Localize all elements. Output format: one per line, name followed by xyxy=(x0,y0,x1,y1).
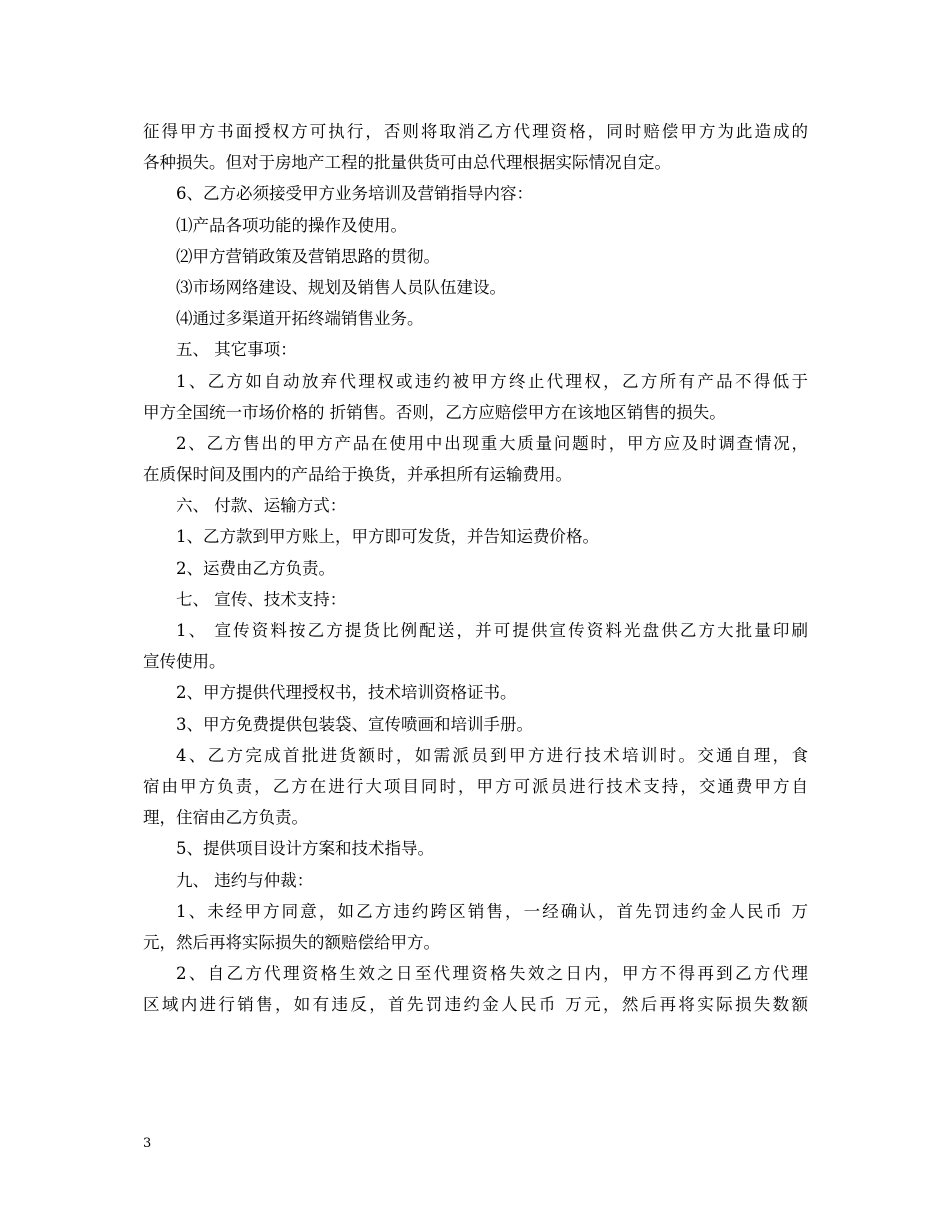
text-line: ⑶市场网络建设、规划及销售人员队伍建设。 xyxy=(176,277,506,297)
text-line: 2、乙方售出的甲方产品在使用中出现重大质量问题时，甲方应及时调查情况， xyxy=(176,433,808,453)
text-line: 区域内进行销售，如有违反，首先罚违约金人民币 万元，然后再将实际损失数额 xyxy=(143,995,808,1015)
text-line: 6、乙方必须接受甲方业务培训及营销指导内容： xyxy=(176,184,533,204)
page-number: 3 xyxy=(143,1136,152,1151)
text-line: 元，然后再将实际损失的额赔偿给甲方。 xyxy=(143,932,440,952)
text-line: 2、运费由乙方负责。 xyxy=(176,558,335,578)
text-line: 九、 违约与仲裁： xyxy=(176,870,314,890)
text-line: 在质保时间及围内的产品给于换货，并承担所有运输费用。 xyxy=(143,465,572,485)
text-line: ⑵甲方营销政策及营销思路的贯彻。 xyxy=(176,246,440,266)
text-line: 1、乙方款到甲方账上，甲方即可发货，并告知运费价格。 xyxy=(176,527,599,547)
text-line: 宿由甲方负责，乙方在进行大项目同时，甲方可派员进行技术支持，交通费甲方自 xyxy=(143,776,808,796)
text-line: 3、甲方免费提供包装袋、宣传喷画和培训手册。 xyxy=(176,714,533,734)
text-line: 宣传使用。 xyxy=(143,652,226,672)
text-line: 理，住宿由乙方负责。 xyxy=(143,808,308,828)
text-line: 1、乙方如自动放弃代理权或违约被甲方终止代理权，乙方所有产品不得低于 xyxy=(176,371,808,391)
text-line: 1、未经甲方同意，如乙方违约跨区销售，一经确认，首先罚违约金人民币 万 xyxy=(176,901,808,921)
text-line: 2、自乙方代理资格生效之日至代理资格失效之日内，甲方不得再到乙方代理 xyxy=(176,964,808,984)
text-line: ⑷通过多渠道开拓终端销售业务。 xyxy=(176,309,424,329)
text-line: 征得甲方书面授权方可执行，否则将取消乙方代理资格，同时赔偿甲方为此造成的 xyxy=(143,122,808,141)
text-line: ⑴产品各项功能的操作及使用。 xyxy=(176,215,407,235)
text-line: 六、 付款、运输方式： xyxy=(176,496,347,516)
text-line: 五、 其它事项： xyxy=(176,340,297,360)
text-line: 1、 宣传资料按乙方提货比例配送，并可提供宣传资料光盘供乙方大批量印刷 xyxy=(176,621,808,640)
text-line: 各种损失。但对于房地产工程的批量供货可由总代理根据实际情况自定。 xyxy=(143,153,671,173)
text-line: 2、甲方提供代理授权书，技术培训资格证书。 xyxy=(176,683,517,703)
text-line: 4、乙方完成首批进货额时，如需派员到甲方进行技术培训时。交通自理，食 xyxy=(176,745,808,765)
text-line: 七、 宣传、技术支持： xyxy=(176,589,347,609)
contract-body-text xyxy=(143,116,808,1020)
text-line: 甲方全国统一市场价格的 折销售。否则，乙方应赔偿甲方在该地区销售的损失。 xyxy=(143,402,726,422)
text-line: 5、提供项目设计方案和技术指导。 xyxy=(176,839,434,859)
